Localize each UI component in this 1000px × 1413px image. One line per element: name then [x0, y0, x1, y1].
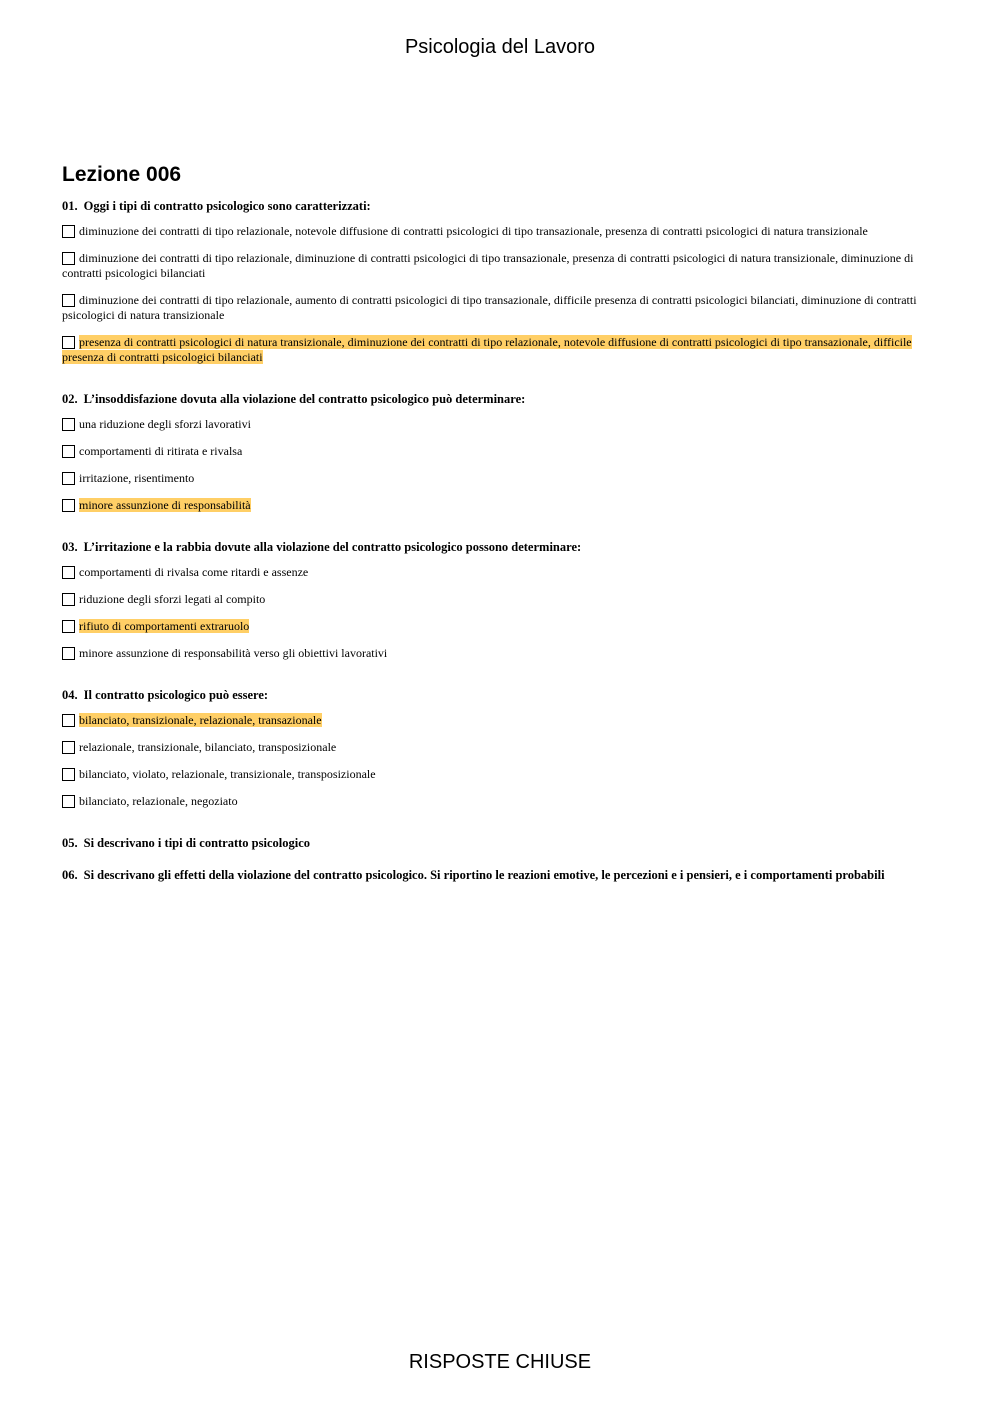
- question-label: Il contratto psicologico può essere:: [83, 688, 269, 702]
- answer-option: [62, 565, 938, 580]
- answer-option: [62, 251, 938, 281]
- answer-checkbox[interactable]: [62, 566, 75, 579]
- answer-option: [62, 471, 938, 486]
- answer-option: [62, 444, 938, 459]
- answer-checkbox[interactable]: [62, 336, 75, 349]
- answer-checkbox[interactable]: [62, 418, 75, 431]
- answer-option: [62, 592, 938, 607]
- question-label: Oggi i tipi di contratto psicologico sono caratterizzati:: [83, 199, 371, 213]
- answer-checkbox[interactable]: [62, 445, 75, 458]
- answer-checkbox[interactable]: [62, 768, 75, 781]
- question-text: [62, 391, 938, 407]
- answer-checkbox[interactable]: [62, 252, 75, 265]
- answer-text: bilanciato, violato, relazionale, transizionale, transposizionale: [79, 767, 376, 781]
- answer-text-highlighted: rifiuto di comportamenti extraruolo: [79, 619, 250, 633]
- question-label: Si descrivano i tipi di contratto psicologico: [83, 836, 311, 850]
- answer-text: diminuzione dei contratti di tipo relazionale, aumento di contratti psicologici di tipo transazionale, difficile presenza di contratti psicologici bilanciati, diminuzione di contratti psicologici di natura transizionale: [62, 293, 917, 322]
- question-label: Si descrivano gli effetti della violazione del contratto psicologico. Si riportino le reazioni emotive, le percezioni e i pensieri, e i comportamenti probabili: [83, 868, 885, 882]
- question-number: 04.: [62, 688, 78, 702]
- question-text: [62, 867, 938, 883]
- answer-text: diminuzione dei contratti di tipo relazionale, notevole diffusione di contratti psicologici di tipo transazionale, presenza di contratti psicologici di natura transizionale: [79, 224, 868, 238]
- question-01: [62, 198, 938, 365]
- question-04: [62, 687, 938, 809]
- answer-text-highlighted: minore assunzione di responsabilità: [79, 498, 251, 512]
- answer-text: riduzione degli sforzi legati al compito: [79, 592, 266, 606]
- question-06: [62, 867, 938, 883]
- answer-option: [62, 767, 938, 782]
- question-text: [62, 198, 938, 214]
- question-text: [62, 539, 938, 555]
- answer-text-highlighted: bilanciato, transizionale, relazionale, transazionale: [79, 713, 322, 727]
- question-text: [62, 687, 938, 703]
- answer-text: irritazione, risentimento: [79, 471, 195, 485]
- lesson-content: [62, 162, 938, 909]
- question-03: [62, 539, 938, 661]
- answer-option: [62, 417, 938, 432]
- answer-checkbox[interactable]: [62, 741, 75, 754]
- question-number: 01.: [62, 199, 78, 213]
- question-number: 05.: [62, 836, 78, 850]
- question-number: 02.: [62, 392, 78, 406]
- answer-checkbox[interactable]: [62, 499, 75, 512]
- answer-option-correct: [62, 713, 938, 728]
- answer-checkbox[interactable]: [62, 225, 75, 238]
- answer-option-correct: [62, 619, 938, 634]
- question-label: L’insoddisfazione dovuta alla violazione del contratto psicologico può determinare:: [83, 392, 526, 406]
- answer-text-highlighted: presenza di contratti psicologici di natura transizionale, diminuzione dei contratti di tipo relazionale, notevole diffusione di contratti psicologici di tipo transazionale, difficile presenza di contratti psicologici bilanciati: [62, 335, 912, 364]
- page-footer: RISPOSTE CHIUSE: [408, 1351, 592, 1373]
- answer-option: [62, 646, 938, 661]
- answer-option-correct: [62, 335, 938, 365]
- question-05: [62, 835, 938, 851]
- answer-text: comportamenti di ritirata e rivalsa: [79, 444, 243, 458]
- question-label: L’irritazione e la rabbia dovute alla violazione del contratto psicologico possono determinare:: [83, 540, 582, 554]
- answer-checkbox[interactable]: [62, 795, 75, 808]
- answer-checkbox[interactable]: [62, 620, 75, 633]
- answer-text: relazionale, transizionale, bilanciato, transposizionale: [79, 740, 337, 754]
- answer-option: [62, 740, 938, 755]
- answer-text: una riduzione degli sforzi lavorativi: [79, 417, 251, 431]
- answer-option: [62, 794, 938, 809]
- answer-text: comportamenti di rivalsa come ritardi e assenze: [79, 565, 309, 579]
- question-02: [62, 391, 938, 513]
- question-number: 06.: [62, 868, 78, 882]
- answer-text: bilanciato, relazionale, negoziato: [79, 794, 238, 808]
- answer-option: [62, 293, 938, 323]
- answer-checkbox[interactable]: [62, 294, 75, 307]
- answer-option: [62, 224, 938, 239]
- answer-checkbox[interactable]: [62, 714, 75, 727]
- lesson-title: Lezione 006: [62, 163, 182, 186]
- page-header: Psicologia del Lavoro: [404, 36, 596, 58]
- answer-option-correct: [62, 498, 938, 513]
- question-number: 03.: [62, 540, 78, 554]
- answer-text: minore assunzione di responsabilità verso gli obiettivi lavorativi: [79, 646, 388, 660]
- answer-checkbox[interactable]: [62, 472, 75, 485]
- answer-checkbox[interactable]: [62, 593, 75, 606]
- answer-checkbox[interactable]: [62, 647, 75, 660]
- question-text: [62, 835, 938, 851]
- answer-text: diminuzione dei contratti di tipo relazionale, diminuzione di contratti psicologici di tipo transazionale, presenza di contratti psicologici di natura transizionale, diminuzione di contratti psicologici bilanciati: [62, 251, 914, 280]
